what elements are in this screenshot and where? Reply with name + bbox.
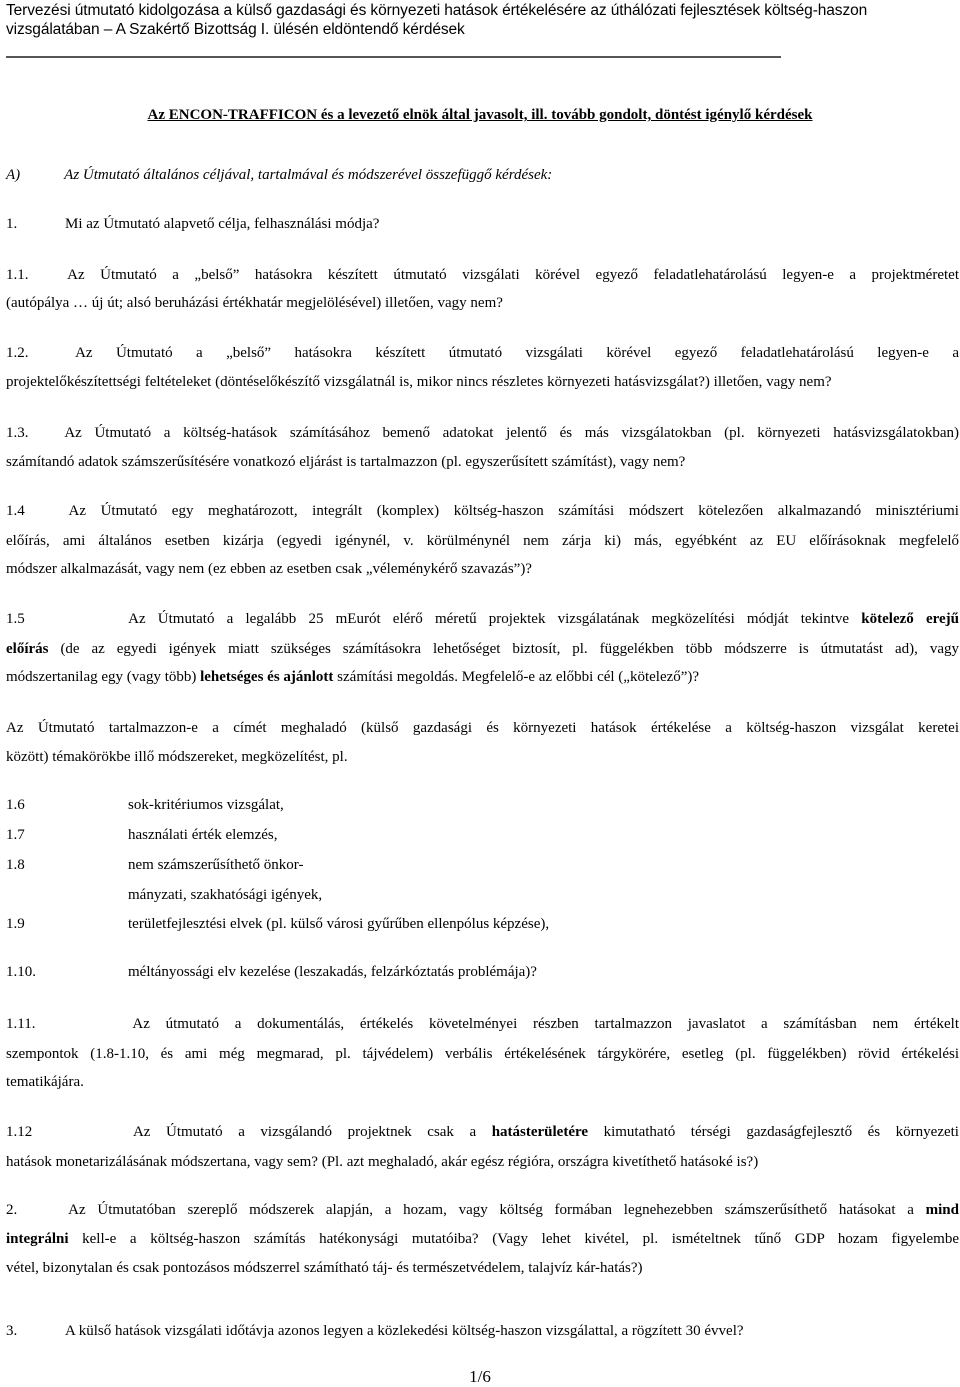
header-line-2: vizsgálatában – A Szakértő Bizottság I. ülésén eldöntendő kérdések	[6, 21, 465, 38]
emphasis-all: mind	[925, 1202, 959, 1218]
question-1-text: Mi az Útmutató alapvető célja, felhasználási módja?	[65, 216, 380, 232]
question-1-1-number: 1.1.	[6, 267, 29, 283]
question-2-line-1: 2. Az Útmutatóban szereplő módszerek alapján, a hozam, vagy költség formában legnehezebben számszerűsíthető hatásokat a mind	[6, 1202, 959, 1218]
question-1-2-line-1: 1.2. Az Útmutató a „belső” hatásokra készített útmutató vizsgálati körével egyező feladatlehatárolású legyen-e a	[6, 345, 959, 361]
emphasis-mandatory: kötelező erejű	[861, 611, 959, 627]
question-1-4-number: 1.4	[6, 503, 25, 519]
question-1-4-line-3: módszer alkalmazását, vagy nem (ez ebben az esetben csak „véleménykérő szavazás”)?	[6, 561, 532, 577]
question-1-5-number: 1.5	[6, 611, 25, 627]
question-1-number: 1.	[6, 216, 18, 232]
emphasis-possible-recommended: lehetséges és ajánlott	[200, 669, 334, 685]
question-1-3-line-2: számítandó adatok számszerűsítésére vonatkozó eljárást is tartalmazzon (pl. egyszerűsített számítást), vagy nem?	[6, 454, 686, 470]
question-1-5-line-3: módszertanilag egy (vagy több) lehetséges és ajánlott számítási megoldás. Megfelelő-e az előbbi cél („kötelező”)?	[6, 669, 700, 685]
question-1-11-line-2: szempontok (1.8-1.10, és ami még megmarad, pl. tájvédelem) verbális értékelésének tárgykörére, esetleg (pl. függelékben) rövid értékelési	[6, 1046, 959, 1062]
question-1	[6, 214, 959, 234]
question-1-11-line-3: tematikájára.	[6, 1074, 84, 1090]
section-a-text: Az Útmutató általános céljával, tartalmával és módszerével összefüggő kérdések:	[64, 167, 553, 183]
question-1-1-line-1: 1.1. Az Útmutató a „belső” hatásokra készített útmutató vizsgálati körével egyező feladatlehatárolású legyen-e a projektméretet	[6, 267, 959, 283]
question-1-2-line-2: projektelőkészítettségi feltételeket (döntéselőkészítő vizsgálatnál is, mikor nincs részletes környezeti hatásvizsgálat?) illetően, vagy nem?	[6, 374, 832, 390]
page-title: Az ENCON-TRAFFICON és a levezető elnök által javasolt, ill. tovább gondolt, döntést igénylő kérdések	[147, 107, 813, 123]
question-1-5-line-1: 1.5 Az Útmutató a legalább 25 mEurót elérő méretű projektek vizsgálatának megközelítési módját tekintve kötelező erejű	[6, 611, 959, 627]
question-1-12-number: 1.12	[6, 1124, 33, 1140]
question-1-4-line-1: 1.4 Az Útmutató egy meghatározott, integrált (komplex) költség-haszon számítási módszert kötelezően alkalmazandó minisztériumi	[6, 503, 959, 519]
section-a-heading	[6, 165, 959, 185]
question-2-line-2: integrálni kell-e a költség-haszon számítás hatékonysági mutatóiba? (Vagy lehet kivétel, pl. ismételtnek tűnő GDP hozam figyelembe	[6, 1231, 959, 1247]
emphasis-impact-area: hatásterületére	[491, 1124, 589, 1140]
question-1-2-number: 1.2.	[6, 345, 29, 361]
document-header	[6, 1, 906, 39]
page-number: 1/6	[469, 1367, 491, 1386]
question-1-11-number: 1.11.	[6, 1016, 36, 1032]
emphasis-regulation: előírás	[6, 641, 49, 657]
question-1-12-line-2: hatások monetarizálásának módszertana, vagy sem? (Pl. azt meghaladó, akár egész régióra, országra kivetíthető hatásoké is?)	[6, 1154, 759, 1170]
question-3-number: 3.	[6, 1323, 18, 1339]
question-1-1-line-2: (autópálya … új út; alsó beruházási értékhatár megjelölésével) illetően, vagy nem?	[6, 295, 503, 311]
question-3-text: A külső hatások vizsgálati időtávja azonos legyen a közlekedési költség-haszon vizsgálattal, a rögzített 30 évvel?	[65, 1323, 744, 1339]
section-a-label: A)	[6, 167, 21, 183]
question-3	[6, 1321, 959, 1341]
question-2-number: 2.	[6, 1202, 18, 1218]
question-1-12-line-1: 1.12 Az Útmutató a vizsgálandó projektnek csak a hatásterületére kimutatható térségi gazdaságfejlesztő és környezeti	[6, 1124, 959, 1140]
question-1-3-line-1: 1.3. Az Útmutató a költség-hatások számításához bemenő adatokat jelentő és más vizsgálatokban (pl. környezeti hatásvizsgálatokban)	[6, 425, 959, 441]
header-rule	[6, 56, 781, 58]
emphasis-integrate: integrálni	[6, 1231, 69, 1247]
question-1-4-line-2: előírás, ami általános esetben kizárja (egyedi igénynél, v. körülménynél nem zárja ki) más, egyébként az EU előírásoknak megfelelő	[6, 533, 959, 549]
intro-line-1: Az Útmutató tartalmazzon-e a címét meghaladó (külső gazdasági és környezeti hatások értékelése a költség-haszon vizsgálat keretei	[6, 720, 959, 736]
question-1-3-number: 1.3.	[6, 425, 29, 441]
header-line-1: Tervezési útmutató kidolgozása a külső gazdasági és környezeti hatások értékelésére az úthálózati fejlesztések költség-haszon	[6, 2, 868, 19]
question-1-5-line-2: előírás (de az egyedi igények miatt szükséges számításokra lehetőséget biztosít, pl. függelékben több módszerre is útmutatást ad), vagy	[6, 641, 960, 657]
question-1-11-line-1: 1.11. Az útmutató a dokumentálás, értékelés követelményei részben tartalmazzon javaslatot a számításban nem értékelt	[6, 1016, 959, 1032]
intro-line-2: között) témakörökbe illő módszereket, megközelítést, pl.	[6, 749, 348, 765]
question-2-line-3: vétel, bizonytalan és csak pontozásos módszerrel számítható táj- és természetvédelem, talajvíz kár-hatás?)	[6, 1260, 643, 1276]
